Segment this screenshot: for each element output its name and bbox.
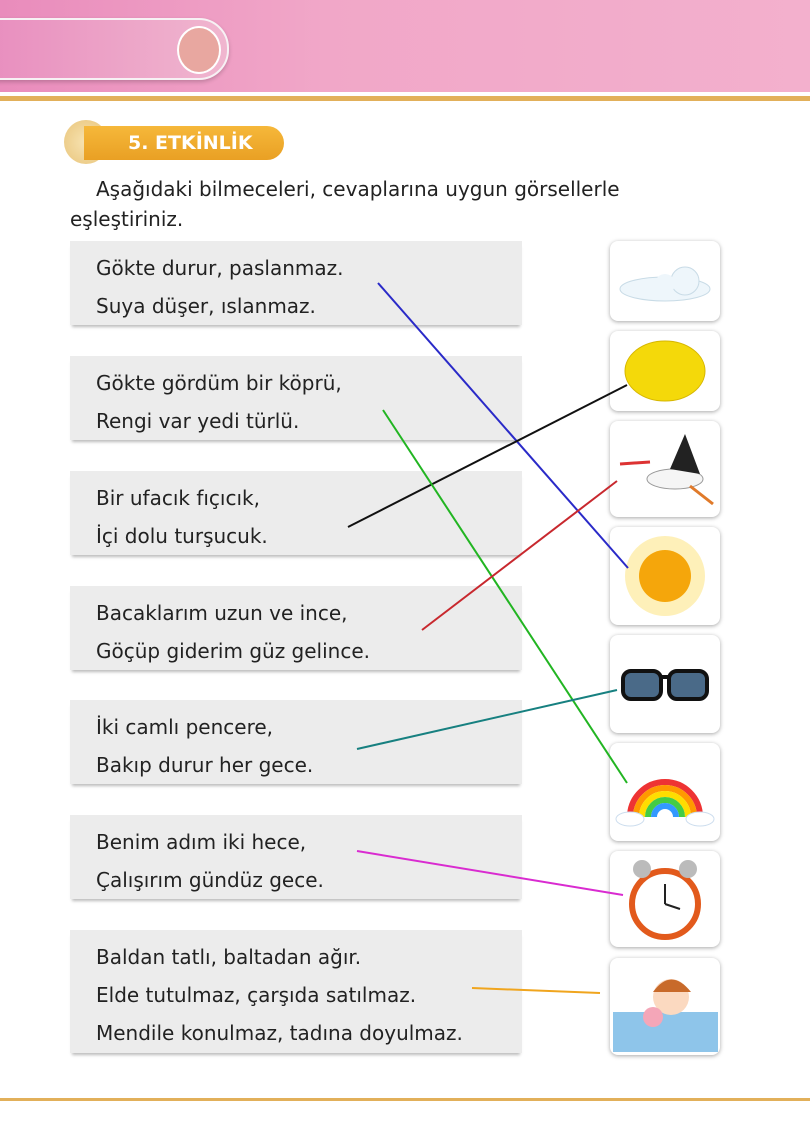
riddle-line: Bakıp durur her gece. — [96, 753, 314, 777]
riddle-line: Mendile konulmaz, tadına doyulmaz. — [96, 1021, 463, 1045]
riddle-line: Baldan tatlı, baltadan ağır. — [96, 945, 362, 969]
riddle-line: Bacaklarım uzun ve ince, — [96, 601, 348, 625]
riddle-line: Gökte durur, paslanmaz. — [96, 256, 344, 280]
match-line-red — [422, 481, 617, 630]
riddle-line: Suya düşer, ıslanmaz. — [96, 294, 316, 318]
match-line-blue — [378, 283, 628, 568]
riddle-line: İçi dolu turşucuk. — [96, 524, 268, 548]
match-line-magenta — [357, 851, 623, 895]
riddle-line: Çalışırım gündüz gece. — [96, 868, 324, 892]
instruction: Aşağıdaki bilmeceleri, cevaplarına uygun görsellerle eşleştiriniz. — [70, 177, 620, 231]
footer-divider — [0, 1098, 810, 1101]
riddle-line: Gökte gördüm bir köprü, — [96, 371, 342, 395]
match-line-teal — [357, 690, 617, 749]
match-line-orange — [472, 988, 600, 993]
activity-title: 5. ETKİNLİK — [84, 126, 284, 160]
match-line-green — [383, 410, 627, 783]
riddle-line: Benim adım iki hece, — [96, 830, 307, 854]
riddle-line: Bir ufacık fıçıcık, — [96, 486, 260, 510]
riddle-line: İki camlı pencere, — [96, 715, 274, 739]
riddle-line: Göçüp giderim güz gelince. — [96, 639, 371, 663]
riddle-line: Elde tutulmaz, çarşıda satılmaz. — [96, 983, 417, 1007]
riddle-line: Rengi var yedi türlü. — [96, 409, 300, 433]
